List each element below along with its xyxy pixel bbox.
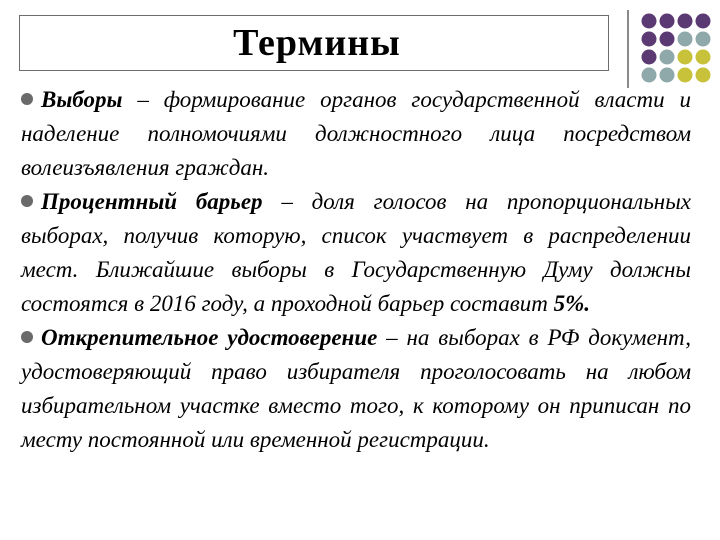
decor-dot [642, 32, 657, 47]
bullet-icon [21, 93, 33, 105]
decor-dot [678, 68, 693, 83]
term-item-absentee-certificate [21, 321, 691, 457]
decor-dot [660, 32, 675, 47]
decor-dot [642, 14, 657, 29]
decor-dot [660, 68, 675, 83]
title-box [19, 15, 609, 71]
decor-dot [678, 50, 693, 65]
terms-list [21, 83, 691, 457]
decor-dot [696, 14, 711, 29]
term-item-elections [21, 83, 691, 185]
divider-line [627, 10, 629, 88]
term-definition: – на выборах в РФ документ, удостоверяющий право избирателя проголосовать на любом избирательном участке вместо того, к которому он приписан по месту постоянной или временной регистрации. [21, 325, 691, 452]
term-item-percent-barrier [21, 185, 691, 321]
decor-dot [678, 32, 693, 47]
term-name: Процентный барьер [41, 189, 263, 214]
decor-dot [660, 14, 675, 29]
bullet-icon [21, 195, 33, 207]
decor-dot [696, 50, 711, 65]
decor-dot [642, 68, 657, 83]
decor-dot [696, 32, 711, 47]
decor-dot [660, 50, 675, 65]
decor-dot [696, 68, 711, 83]
term-definition: – доля голосов на пропорциональных выборах, получив которую, список участвует в распределении мест. Ближайшие выборы в Государственную Думу должны состоятся в 2016 году, а проходной барьер составит [21, 189, 691, 316]
term-name: Выборы [41, 87, 123, 112]
term-emphasis: 5%. [553, 291, 591, 316]
bullet-icon [21, 331, 33, 343]
page-title: Термины [233, 22, 401, 64]
term-name: Открепительное удостоверение [41, 325, 378, 350]
term-definition: – формирование органов государственной власти и наделение полномочиями должностного лица посредством волеизъявления граждан. [21, 87, 691, 180]
decorative-dot-grid [640, 12, 712, 84]
decor-dot [642, 50, 657, 65]
decor-dot [678, 14, 693, 29]
